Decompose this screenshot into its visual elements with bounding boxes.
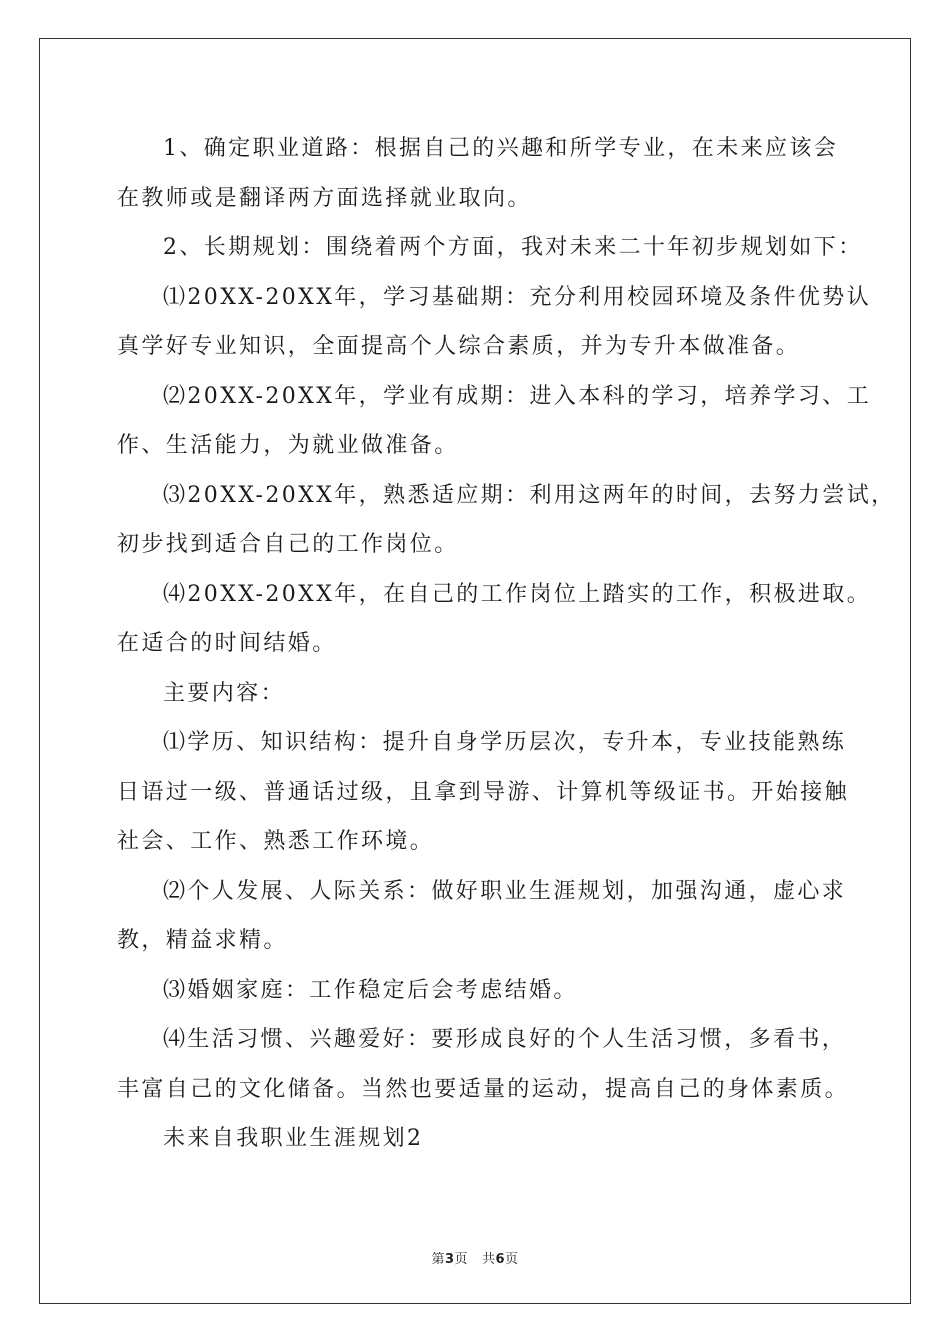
paragraph-line: ⑵个人发展、人际关系：做好职业生涯规划，加强沟通，虚心求: [163, 878, 847, 904]
page-footer: [0, 1248, 950, 1267]
paragraph-line: 在教师或是翻译两方面选择就业取向。: [117, 185, 532, 211]
paragraph-line: 在适合的时间结婚。: [117, 631, 337, 656]
paragraph-line: 社会、工作、熟悉工作环境。: [117, 829, 435, 854]
paragraph-line: 作、生活能力，为就业做准备。: [117, 433, 459, 458]
page-total: 6: [495, 1252, 506, 1267]
paragraph-line: ⑴学历、知识结构：提升自身学历层次，专升本，专业技能熟练: [163, 730, 847, 755]
paragraph-line: ⑶20XX-20XX年，熟悉适应期：利用这两年的时间，去努力尝试，: [163, 482, 896, 508]
paragraph-line: 日语过一级、普通话过级，且拿到导游、计算机等级证书。开始接触: [117, 779, 850, 805]
paragraph: [117, 966, 837, 1016]
paragraph: [117, 471, 896, 570]
page-suffix: 页: [454, 1252, 469, 1267]
total-prefix: 共: [481, 1252, 496, 1267]
paragraph-line: 丰富自己的文化储备。当然也要适量的运动，提高自己的身体素质。: [117, 1076, 850, 1102]
paragraph-line: 真学好专业知识，全面提高个人综合素质，并为专升本做准备。: [117, 334, 801, 359]
paragraph-line: ⑷生活习惯、兴趣爱好：要形成良好的个人生活习惯，多看书，: [163, 1027, 847, 1052]
total-suffix: 页: [505, 1252, 519, 1267]
paragraph: [117, 124, 837, 223]
paragraph: [117, 1015, 850, 1114]
page-prefix: 第: [431, 1252, 445, 1267]
document-body: [117, 124, 896, 1164]
paragraph: [117, 223, 863, 273]
section-heading-text: 未来自我职业生涯规划2: [163, 1126, 424, 1151]
paragraph-line: 教，精益求精。: [117, 928, 288, 953]
paragraph-line: 1、确定职业道路：根据自己的兴趣和所学专业，在未来应该会: [163, 136, 839, 161]
paragraph: [117, 718, 850, 867]
paragraph: [117, 273, 872, 372]
paragraph: [117, 570, 872, 669]
paragraph: [117, 669, 837, 719]
paragraph-line: 初步找到适合自己的工作岗位。: [117, 532, 459, 557]
paragraph-line: ⑷20XX-20XX年，在自己的工作岗位上踏实的工作，积极进取。: [163, 581, 872, 607]
section-heading: [117, 1114, 837, 1164]
paragraph: [117, 372, 872, 471]
paragraph-line: ⑶婚姻家庭：工作稳定后会考虑结婚。: [163, 977, 578, 1003]
paragraph-line: 主要内容：: [163, 680, 286, 706]
paragraph-line: 2、长期规划：围绕着两个方面，我对未来二十年初步规划如下：: [163, 235, 863, 260]
paragraph-line: ⑴20XX-20XX年，学习基础期：充分利用校园环境及条件优势认: [163, 284, 872, 310]
paragraph-line: ⑵20XX-20XX年，学业有成期：进入本科的学习，培养学习、工: [163, 383, 872, 409]
paragraph: [117, 867, 847, 966]
page-current: 3: [444, 1252, 455, 1267]
